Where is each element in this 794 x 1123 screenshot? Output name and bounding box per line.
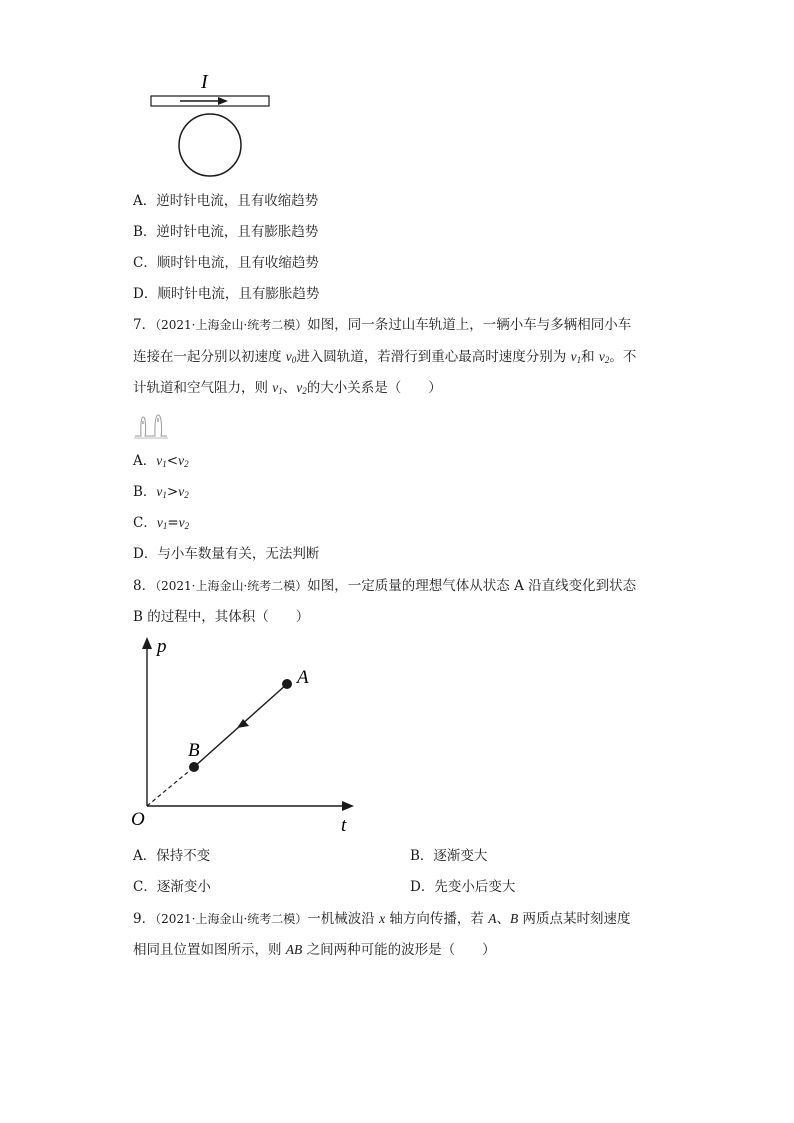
q8-source: 2021·上海金山·统考二模 (161, 579, 296, 593)
dashed-extension (147, 767, 194, 806)
wire-ring-figure (140, 65, 280, 180)
q7-number: 7． (133, 317, 156, 333)
q7-stem-line1: 7．（2021·上海金山·统考二模）如图，同一条过山车轨道上，一辆小车与多辆相同小车 (133, 317, 632, 333)
current-label: I (201, 71, 208, 93)
q7-option-a: A．$v_1<v_2$ (133, 453, 189, 469)
q9-stem-line1: 9．（2021·上海金山·统考二模）一机械波沿 x 轴方向传播，若 A、B 两质点某时刻速度 (133, 911, 631, 927)
q8-option-a: A．保持不变 (133, 848, 211, 864)
q7-option-c: C．$v_1=v_2$ (133, 515, 190, 531)
q8-stem-line1: 8．（2021·上海金山·统考二模）如图，一定质量的理想气体从状态 A 沿直线变化到状态 (133, 578, 637, 594)
q6-option-b: B．逆时针电流，且有膨胀趋势 (133, 224, 319, 240)
q8-option-c: C．逐渐变小 (133, 879, 211, 895)
q7-option-b-op: > (166, 484, 179, 500)
q7-option-b: B．$v_1>v_2$ (133, 484, 189, 500)
q6-option-d: D．顺时针电流，且有膨胀趋势 (133, 286, 320, 302)
q9-source: 2021·上海金山·统考二模 (161, 912, 296, 926)
q7-stem-line2: 连接在一起分别以初速度 $v_0$进入圆轨道，若滑行到重心最高时速度分别为 $v_1$和 $v_2$。不 (133, 349, 637, 365)
q7-option-d: D．与小车数量有关，无法判断 (133, 546, 320, 562)
q8-stem-line2: B 的过程中，其体积（ ） (133, 609, 310, 625)
q7-option-a-op: < (166, 453, 179, 469)
p-axis-arrow (142, 637, 152, 649)
q6-option-a: A．逆时针电流，且有收缩趋势 (133, 193, 319, 209)
q8-option-b: B．逐渐变大 (410, 848, 488, 864)
t-axis-label: t (341, 815, 347, 836)
point-a-label: A (297, 667, 309, 688)
pt-graph (125, 632, 365, 837)
q8-option-d: D．先变小后变大 (410, 879, 516, 895)
p-axis-label: p (157, 636, 167, 657)
q6-option-c: C．顺时针电流，且有收缩趋势 (133, 255, 319, 271)
q9-stem-line2: 相同且位置如图所示，则 AB 之间两种可能的波形是（ ） (133, 942, 496, 958)
q7-option-c-op: = (167, 515, 179, 531)
point-b (189, 762, 199, 772)
q9-number: 9． (133, 911, 156, 927)
point-a (282, 679, 292, 689)
origin-label: O (131, 809, 145, 830)
q7-source: 2021·上海金山·统考二模 (161, 318, 296, 332)
q8-number: 8． (133, 578, 156, 594)
conducting-ring (179, 114, 241, 176)
point-b-label: B (188, 740, 200, 761)
q7-stem-line3: 计轨道和空气阻力，则 $v_1$、$v_2$的大小关系是（ ） (133, 380, 442, 396)
roller-coaster-figure (133, 412, 169, 440)
t-axis-arrow (342, 801, 354, 811)
